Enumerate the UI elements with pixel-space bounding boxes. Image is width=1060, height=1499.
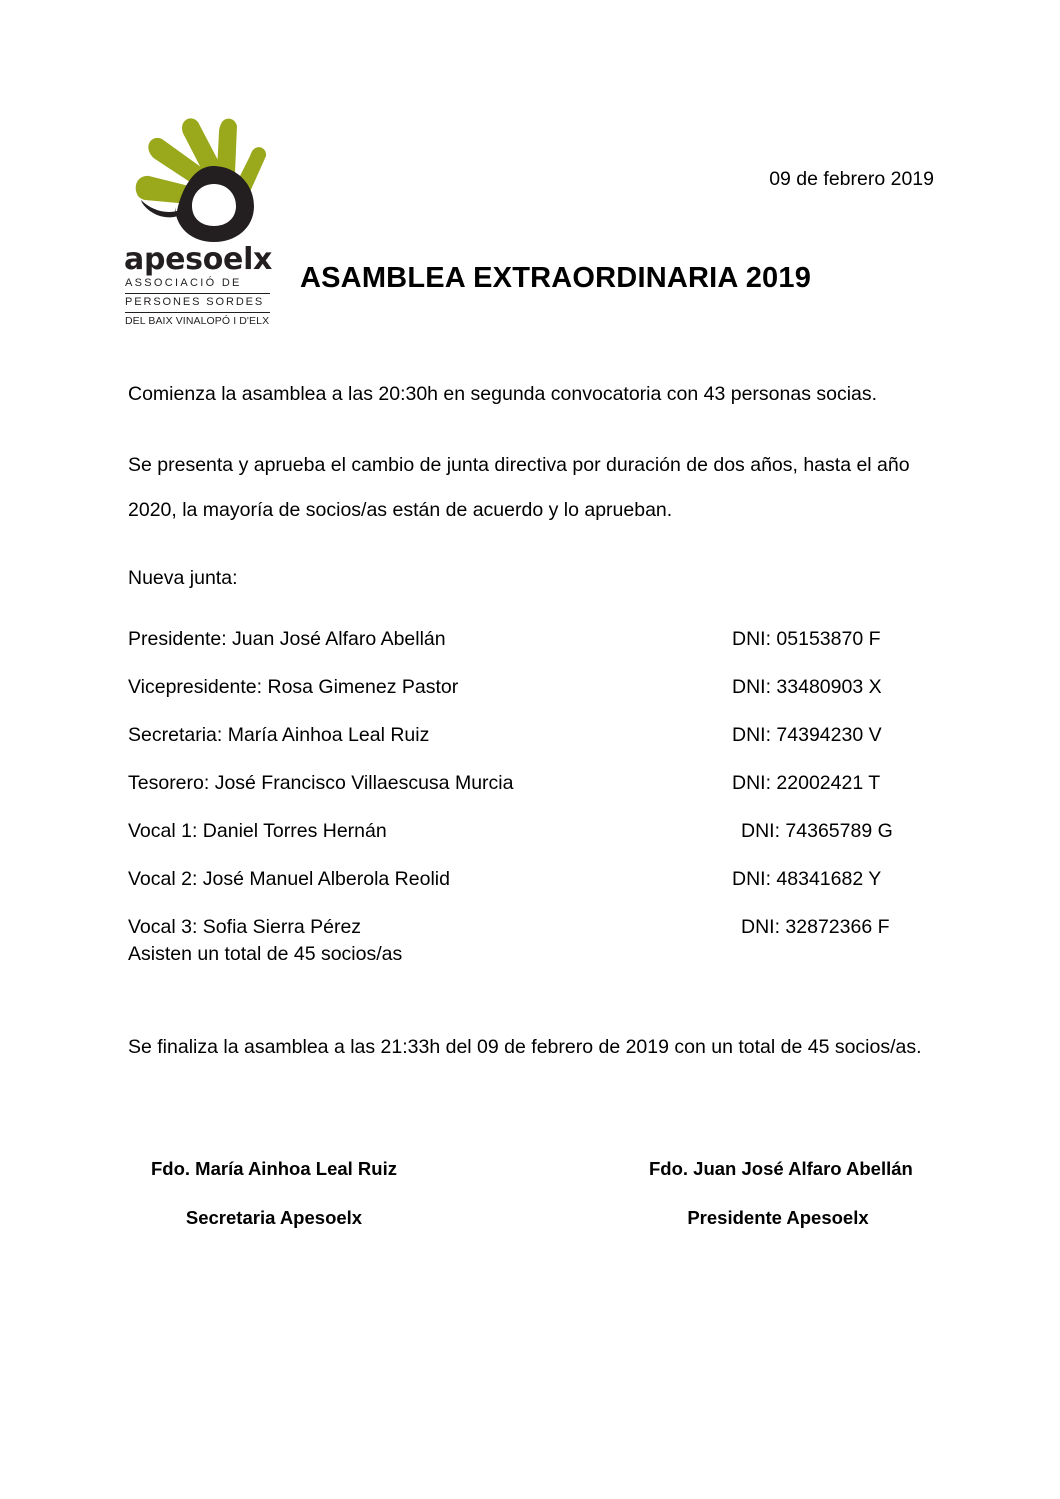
signature-block — [128, 1160, 928, 1240]
paragraph-board-change-line-1: Se presenta y aprueba el cambio de junta directiva por duración de dos años, hasta el año — [128, 454, 910, 476]
board-member-dni: DNI: 74365789 G — [741, 820, 893, 842]
board-member-role-name: Vocal 1: Daniel Torres Hernán — [128, 820, 387, 842]
board-member-row — [128, 807, 938, 855]
logo-subtitle-line-2: PERSONES SORDES — [125, 294, 270, 313]
logo-subtitle — [125, 275, 270, 330]
board-member-row — [128, 615, 938, 663]
logo-subtitle-line-1: ASSOCIACIÓ DE — [125, 275, 270, 294]
board-member-role-name: Vocal 3: Sofia Sierra Pérez — [128, 916, 362, 938]
logo-wordmark: apesoelx — [124, 242, 273, 277]
board-member-dni: DNI: 48341682 Y — [732, 868, 882, 890]
signature-secretary — [142, 1160, 406, 1227]
board-member-row — [128, 759, 938, 807]
paragraph-board-change-line-2: 2020, la mayoría de socios/as están de acuerdo y lo aprueban. — [128, 499, 673, 521]
document-date: 09 de febrero 2019 — [769, 168, 934, 190]
board-member-dni: DNI: 74394230 V — [732, 724, 882, 746]
board-member-dni: DNI: 22002421 T — [732, 772, 881, 794]
board-member-role-name: Vocal 2: José Manuel Alberola Reolid — [128, 868, 450, 890]
paragraph-board-change — [128, 443, 938, 533]
board-members-list — [128, 615, 938, 951]
board-member-role-name: Tesorero: José Francisco Villaescusa Murcia — [128, 772, 514, 794]
paragraph-opening: Comienza la asamblea a las 20:30h en segunda convocatoria con 43 personas socias. — [128, 383, 878, 405]
board-member-dni: DNI: 05153870 F — [732, 628, 881, 650]
signature-president — [649, 1158, 913, 1228]
board-member-row — [128, 711, 938, 759]
apesoelx-logo — [121, 118, 281, 330]
signature-secretary-role: Secretaria Apesoelx — [185, 1206, 363, 1228]
board-member-row — [128, 663, 938, 711]
signature-president-name: Fdo. Juan José Alfaro Abellán — [649, 1158, 913, 1179]
paragraph-closing: Se finaliza la asamblea a las 21:33h del 09 de febrero de 2019 con un total de 45 socios/as. — [128, 1036, 922, 1058]
logo-subtitle-line-3: DEL BAIX VINALOPÓ I D'ELX — [125, 314, 270, 327]
board-member-role-name: Presidente: Juan José Alfaro Abellán — [128, 628, 446, 650]
board-member-dni: DNI: 33480903 X — [732, 676, 882, 698]
board-member-dni: DNI: 32872366 F — [741, 916, 890, 938]
board-member-row — [128, 855, 938, 903]
signature-president-role: Presidente Apesoelx — [687, 1206, 869, 1228]
document-body — [128, 372, 938, 951]
paragraph-attendance-total: Asisten un total de 45 socios/as — [128, 943, 403, 965]
board-member-role-name: Secretaria: María Ainhoa Leal Ruiz — [128, 724, 430, 746]
board-member-role-name: Vicepresidente: Rosa Gimenez Pastor — [128, 676, 459, 698]
signature-secretary-name: Fdo. María Ainhoa Leal Ruiz — [150, 1158, 397, 1179]
page-title: ASAMBLEA EXTRAORDINARIA 2019 — [300, 262, 812, 294]
new-board-heading: Nueva junta: — [128, 567, 238, 589]
